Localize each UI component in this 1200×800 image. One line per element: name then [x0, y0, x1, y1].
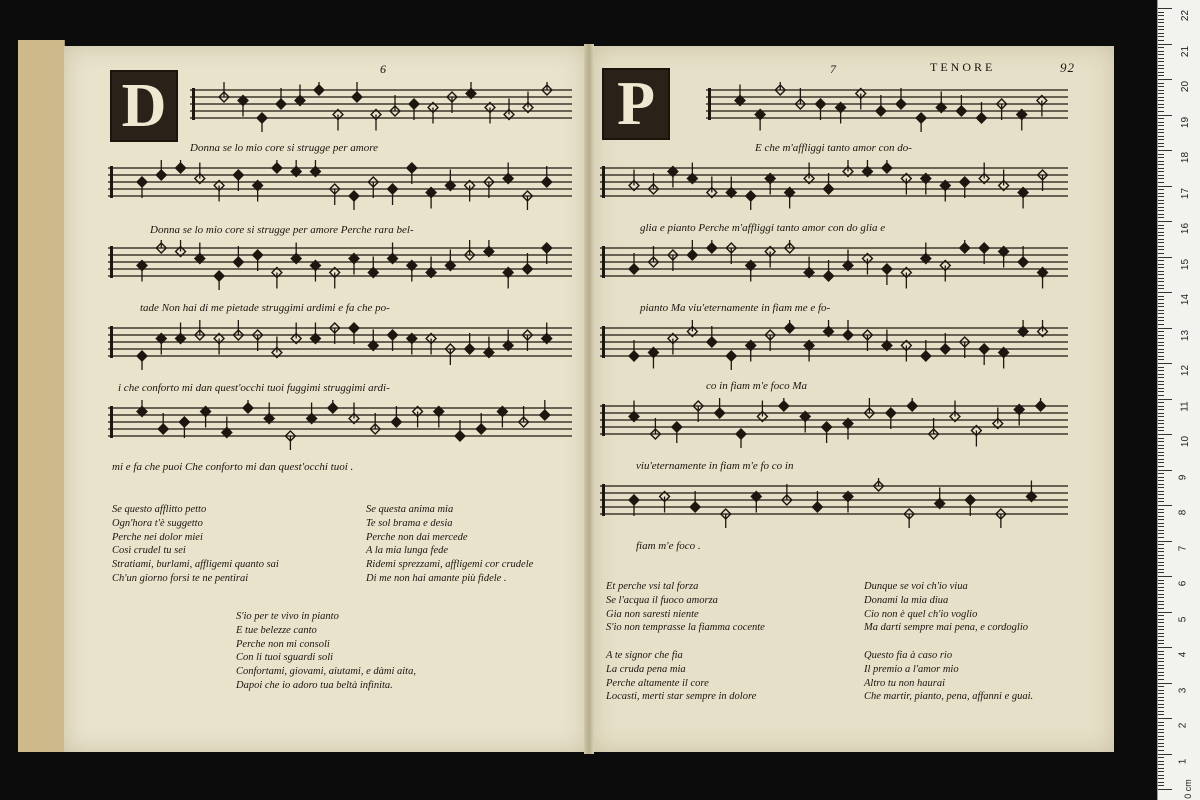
ruler-tick — [1158, 406, 1164, 407]
ruler-tick — [1158, 196, 1164, 197]
ruler-tick — [1158, 225, 1164, 226]
ruler-tick — [1158, 455, 1164, 456]
right-staff-4 — [600, 320, 1068, 370]
ruler-tick — [1158, 257, 1172, 258]
ruler-tick — [1158, 72, 1164, 73]
ruler-tick — [1158, 115, 1172, 116]
ruler-tick — [1158, 129, 1164, 130]
ruler-tick — [1158, 303, 1164, 304]
ruler-tick — [1158, 395, 1164, 396]
ruler-tick — [1158, 242, 1164, 243]
ruler-number: 17 — [1180, 187, 1192, 199]
ruler-unit: 0 cm — [1182, 779, 1193, 799]
ruler-tick — [1158, 79, 1172, 80]
ruler-tick — [1158, 562, 1164, 563]
ruler-tick — [1158, 470, 1172, 471]
ruler-tick — [1158, 427, 1164, 428]
ruler-tick — [1158, 704, 1164, 705]
ruler-tick — [1158, 462, 1164, 463]
ruler-tick — [1158, 122, 1164, 123]
ruler-tick — [1158, 782, 1164, 783]
ruler-tick — [1158, 718, 1172, 719]
ruler-tick — [1158, 12, 1164, 13]
ruler-number: 7 — [1177, 545, 1189, 551]
ruler-tick — [1158, 480, 1164, 481]
right-lyric-5: viu'eternamente in fiam m'e fo co in — [636, 460, 794, 472]
right-staff-1 — [706, 82, 1068, 132]
ruler-tick — [1158, 118, 1164, 119]
ruler-tick — [1158, 178, 1164, 179]
ruler-tick — [1158, 125, 1164, 126]
ruler-tick — [1158, 498, 1164, 499]
ruler-tick — [1158, 608, 1164, 609]
ruler-tick — [1158, 342, 1164, 343]
ruler-number: 16 — [1180, 222, 1192, 235]
ruler-tick — [1158, 51, 1164, 52]
ruler-tick — [1158, 58, 1164, 59]
ruler-tick — [1158, 68, 1164, 69]
ruler-tick — [1158, 83, 1164, 84]
ruler-tick — [1158, 509, 1164, 510]
ruler-tick — [1158, 29, 1164, 30]
ruler-tick — [1158, 65, 1164, 66]
ruler-tick — [1158, 690, 1164, 691]
ruler-tick — [1158, 111, 1164, 112]
ruler-number: 1 — [1177, 758, 1189, 764]
ruler-tick — [1158, 356, 1164, 357]
ruler-tick — [1158, 281, 1164, 282]
ruler-tick — [1158, 331, 1164, 332]
ruler-tick — [1158, 523, 1164, 524]
ruler-tick — [1158, 633, 1164, 634]
ruler-tick — [1158, 764, 1164, 765]
ruler-tick — [1158, 711, 1164, 712]
ruler-tick — [1158, 714, 1164, 715]
ruler-number: 21 — [1180, 45, 1192, 57]
ruler-tick — [1158, 640, 1164, 641]
ruler-tick — [1158, 93, 1164, 94]
ruler-tick — [1158, 771, 1164, 772]
ruler-tick — [1158, 217, 1164, 218]
ruler-tick — [1158, 328, 1172, 329]
ruler-tick — [1158, 448, 1164, 449]
ruler-tick — [1158, 746, 1164, 747]
ruler-tick — [1158, 707, 1164, 708]
ruler-number: 8 — [1177, 509, 1189, 516]
ruler-tick — [1158, 335, 1164, 336]
ruler-tick — [1158, 232, 1164, 233]
ruler-tick — [1158, 629, 1164, 630]
ruler-tick — [1158, 306, 1164, 307]
ruler-tick — [1158, 310, 1164, 311]
ruler-tick — [1158, 754, 1172, 755]
ruler-tick — [1158, 683, 1172, 684]
ruler-tick — [1158, 750, 1164, 751]
right-verse-col2: Dunque se voi ch'io viua Donami la mia diua Cio non è quel ch'io voglio Ma darti sempre mai pena, e cordoglio Questo fia à caso rio Il premio a l'amor mio Altro tu non haurai Che martir, pianto, pena, affanni e guai. — [864, 581, 1034, 703]
ruler-tick — [1158, 583, 1164, 584]
ruler-tick — [1158, 207, 1164, 208]
ruler-tick — [1158, 622, 1164, 623]
ruler-tick — [1158, 370, 1164, 371]
ruler-number: 18 — [1180, 151, 1192, 164]
ruler-tick — [1158, 452, 1164, 453]
ruler-tick — [1158, 299, 1164, 300]
ruler-tick — [1158, 736, 1164, 737]
ruler-tick — [1158, 164, 1164, 165]
ruler-number: 19 — [1180, 116, 1192, 128]
ruler-tick — [1158, 732, 1164, 733]
ruler-tick — [1158, 200, 1164, 201]
ruler-tick — [1158, 565, 1164, 566]
ruler-tick — [1158, 75, 1164, 76]
ruler-tick — [1158, 430, 1164, 431]
ruler-tick — [1158, 551, 1164, 552]
left-verse-col2: Se questa anima mia Te sol brama e desia Perche non dai mercede A la mia lunga fede Ridemi sprezzami, affligemi cor crudele Di me non hai amante più fidele . — [366, 504, 534, 584]
right-lyric-4: co in fiam m'e foco Ma — [706, 380, 808, 392]
decorated-initial-p: P — [602, 68, 670, 140]
ruler-tick — [1158, 338, 1164, 339]
left-lyric-4: i che conforto mi dan quest'occhi tuoi fuggimi struggimi ardi- — [118, 382, 390, 394]
ruler-tick — [1158, 686, 1164, 687]
left-verse-bottom: S'io per te vivo in pianto E tue belezze canto Perche non mi consoli Con li tuoi sguardi soli Confortami, giovami, aiutami, e dàmi aita, Dapoi che io adoro tua beltà infinita. — [236, 611, 416, 691]
flyleaf — [18, 40, 65, 752]
ruler-tick — [1158, 693, 1164, 694]
ruler-tick — [1158, 175, 1164, 176]
ruler-tick — [1158, 8, 1172, 9]
ruler-tick — [1158, 597, 1164, 598]
ruler-tick — [1158, 558, 1164, 559]
ruler-tick — [1158, 722, 1164, 723]
ruler-tick — [1158, 22, 1164, 23]
ruler-tick — [1158, 288, 1164, 289]
right-staff-6 — [600, 478, 1068, 528]
ruler-tick — [1158, 182, 1164, 183]
ruler-tick — [1158, 100, 1164, 101]
ruler-tick — [1158, 363, 1172, 364]
ruler-tick — [1158, 768, 1164, 769]
ruler-tick — [1158, 438, 1164, 439]
left-lyric-2: Donna se lo mio core si strugge per amore Perche rara bel- — [150, 224, 414, 236]
right-lyric-2: glia e pianto Perche m'affliggi tanto amor con do glia e — [640, 222, 886, 234]
ruler-tick — [1158, 384, 1164, 385]
ruler-tick — [1158, 658, 1164, 659]
ruler-tick — [1158, 171, 1164, 172]
ruler-tick — [1158, 654, 1164, 655]
book-gutter — [584, 44, 594, 754]
ruler-tick — [1158, 445, 1164, 446]
ruler-tick — [1158, 757, 1164, 758]
ruler-tick — [1158, 725, 1164, 726]
ruler-tick — [1158, 434, 1172, 435]
ruler-tick — [1158, 668, 1164, 669]
ruler-tick — [1158, 143, 1164, 144]
ruler-tick — [1158, 420, 1164, 421]
ruler-number: 10 — [1180, 435, 1192, 448]
ruler-number: 14 — [1180, 293, 1192, 306]
right-verse-col1: Et perche vsi tal forza Se l'acqua il fuoco amorza Gia non saresti niente S'io non temprasse la fiamma cocente A te signor che fia La cruda pena mia Perche altamente il core Locasti, merti star sempre in dolore — [606, 581, 765, 703]
ruler-tick — [1158, 501, 1164, 502]
ruler-tick — [1158, 150, 1172, 151]
ruler-tick — [1158, 26, 1164, 27]
left-staff-5 — [108, 400, 572, 450]
ruler-tick — [1158, 615, 1164, 616]
ruler-number: 4 — [1177, 651, 1189, 658]
ruler-tick — [1158, 324, 1164, 325]
ruler-tick — [1158, 484, 1164, 485]
left-staff-4 — [108, 320, 572, 370]
ruler-number: 22 — [1180, 9, 1192, 22]
ruler-tick — [1158, 675, 1164, 676]
ruler-tick — [1158, 260, 1164, 261]
ruler-tick — [1158, 402, 1164, 403]
ruler-tick — [1158, 274, 1164, 275]
ruler-tick — [1158, 40, 1164, 41]
ruler-tick — [1158, 636, 1164, 637]
ruler-tick — [1158, 785, 1164, 786]
ruler-tick — [1158, 743, 1164, 744]
ruler-tick — [1158, 729, 1164, 730]
ruler-tick — [1158, 541, 1172, 542]
ruler-tick — [1158, 459, 1164, 460]
ruler-number: 11 — [1179, 400, 1191, 412]
ruler-tick — [1158, 651, 1164, 652]
right-lyric-6: fiam m'e foco . — [636, 540, 701, 552]
ruler-tick — [1158, 661, 1164, 662]
ruler-tick — [1158, 477, 1164, 478]
ruler-tick — [1158, 193, 1164, 194]
left-staff-3 — [108, 240, 572, 290]
ruler-tick — [1158, 214, 1164, 215]
ruler-tick — [1158, 161, 1164, 162]
ruler-tick — [1158, 320, 1164, 321]
ruler-tick — [1158, 544, 1164, 545]
ruler-tick — [1158, 505, 1172, 506]
ruler-tick — [1158, 494, 1164, 495]
left-lyric-5: mi e fa che puoi Che conforto mi dan quest'occhi tuoi . — [112, 461, 354, 473]
ruler-tick — [1158, 107, 1164, 108]
ruler-tick — [1158, 168, 1164, 169]
ruler-number: 15 — [1180, 258, 1192, 270]
left-verse-col1: Se questo afflitto petto Ogn'hora t'è suggetto Perche nei dolor miei Così crudel tu sei Stratiami, burlami, affligemi quanto sai Ch'un giorno forsi te ne pentirai — [112, 504, 279, 584]
ruler-tick — [1158, 697, 1164, 698]
ruler-tick — [1158, 409, 1164, 410]
decorated-initial-d: D — [110, 70, 178, 142]
ruler-tick — [1158, 466, 1164, 467]
ruler-tick — [1158, 210, 1164, 211]
ruler-tick — [1158, 665, 1164, 666]
ruler-tick — [1158, 228, 1164, 229]
ruler-number: 5 — [1177, 616, 1189, 622]
ruler-tick — [1158, 473, 1164, 474]
ruler-tick — [1158, 359, 1164, 360]
voice-part-header: TENORE — [930, 60, 996, 74]
ruler-tick — [1158, 154, 1164, 155]
ruler-tick — [1158, 139, 1164, 140]
ruler-number: 20 — [1180, 80, 1192, 93]
ruler-tick — [1158, 317, 1164, 318]
ruler-tick — [1158, 423, 1164, 424]
ruler-tick — [1158, 399, 1172, 400]
ruler-tick — [1158, 33, 1164, 34]
ruler-tick — [1158, 267, 1164, 268]
ruler-tick — [1158, 235, 1164, 236]
ruler-tick — [1158, 626, 1164, 627]
ruler-tick — [1158, 700, 1164, 701]
ruler-tick — [1158, 555, 1164, 556]
ruler-tick — [1158, 239, 1164, 240]
ruler-tick — [1158, 36, 1164, 37]
ruler-tick — [1158, 86, 1164, 87]
left-staff-2 — [108, 160, 572, 210]
ruler-tick — [1158, 416, 1164, 417]
ruler-tick — [1158, 352, 1164, 353]
right-staff-5 — [600, 398, 1068, 448]
ruler-tick — [1158, 271, 1164, 272]
ruler-tick — [1158, 15, 1164, 16]
ruler-tick — [1158, 580, 1164, 581]
ruler-tick — [1158, 391, 1164, 392]
ruler-number: 2 — [1177, 722, 1189, 729]
ruler-tick — [1158, 249, 1164, 250]
ruler-tick — [1158, 612, 1172, 613]
ruler-tick — [1158, 246, 1164, 247]
ruler-tick — [1158, 44, 1172, 45]
ruler-tick — [1158, 590, 1164, 591]
ruler-tick — [1158, 672, 1164, 673]
right-lyric-3: pianto Ma viu'eternamente in fiam me e fo- — [640, 302, 831, 314]
ruler-number: 6 — [1177, 580, 1189, 587]
ruler-tick — [1158, 203, 1164, 204]
ruler-tick — [1158, 619, 1164, 620]
ruler-tick — [1158, 487, 1164, 488]
ruler-tick — [1158, 601, 1164, 602]
ruler-number: 13 — [1180, 329, 1192, 341]
ruler-tick — [1158, 19, 1164, 20]
ruler-tick — [1158, 136, 1164, 137]
left-lyric-3: tade Non hai di me pietade struggimi ardimi e fa che po- — [140, 302, 390, 314]
ruler-tick — [1158, 253, 1164, 254]
ruler-tick — [1158, 775, 1164, 776]
ruler-number: 3 — [1177, 687, 1189, 693]
ruler-tick — [1158, 530, 1164, 531]
ruler-tick — [1158, 679, 1164, 680]
ruler-tick — [1158, 296, 1164, 297]
ruler-tick — [1158, 516, 1164, 517]
ruler-tick — [1158, 381, 1164, 382]
ruler-tick — [1158, 388, 1164, 389]
ruler-tick — [1158, 778, 1164, 779]
ruler-tick — [1158, 491, 1164, 492]
right-staff-number: 7 — [830, 62, 837, 76]
ruler-tick — [1158, 104, 1164, 105]
right-lyric-1: E che m'affliggi tanto amor con do- — [755, 142, 912, 154]
ruler-tick — [1158, 157, 1164, 158]
ruler-tick — [1158, 739, 1164, 740]
left-staff-1 — [190, 82, 572, 132]
ruler-tick — [1158, 285, 1164, 286]
left-staff-number: 6 — [380, 62, 387, 76]
ruler-tick — [1158, 643, 1164, 644]
ruler-tick — [1158, 413, 1164, 414]
ruler-tick — [1158, 189, 1164, 190]
measurement-ruler — [1157, 0, 1200, 800]
ruler-tick — [1158, 647, 1172, 648]
ruler-tick — [1158, 604, 1164, 605]
ruler-tick — [1158, 519, 1164, 520]
ruler-tick — [1158, 572, 1164, 573]
ruler-tick — [1158, 537, 1164, 538]
ruler-number: 9 — [1177, 474, 1189, 480]
right-staff-3 — [600, 240, 1068, 290]
ruler-tick — [1158, 292, 1172, 293]
page-number: 92 — [1060, 60, 1075, 75]
ruler-tick — [1158, 512, 1164, 513]
ruler-number: 12 — [1180, 364, 1192, 377]
ruler-tick — [1158, 548, 1164, 549]
ruler-tick — [1158, 441, 1164, 442]
ruler-tick — [1158, 221, 1172, 222]
ruler-tick — [1158, 132, 1164, 133]
ruler-tick — [1158, 569, 1164, 570]
ruler-tick — [1158, 47, 1164, 48]
ruler-tick — [1158, 146, 1164, 147]
ruler-tick — [1158, 594, 1164, 595]
ruler-tick — [1158, 345, 1164, 346]
ruler-tick — [1158, 186, 1172, 187]
ruler-tick — [1158, 90, 1164, 91]
ruler-tick — [1158, 377, 1164, 378]
ruler-tick — [1158, 789, 1172, 790]
ruler-tick — [1158, 97, 1164, 98]
ruler-tick — [1158, 349, 1164, 350]
ruler-tick — [1158, 54, 1164, 55]
ruler-tick — [1158, 61, 1164, 62]
ruler-tick — [1158, 278, 1164, 279]
ruler-tick — [1158, 587, 1164, 588]
ruler-tick — [1158, 533, 1164, 534]
right-staff-2 — [600, 160, 1068, 210]
ruler-tick — [1158, 313, 1164, 314]
ruler-tick — [1158, 526, 1164, 527]
ruler-tick — [1158, 761, 1164, 762]
ruler-tick — [1158, 576, 1172, 577]
ruler-tick — [1158, 264, 1164, 265]
left-lyric-1: Donna se lo mio core si strugge per amore — [190, 142, 378, 154]
ruler-tick — [1158, 374, 1164, 375]
ruler-tick — [1158, 367, 1164, 368]
